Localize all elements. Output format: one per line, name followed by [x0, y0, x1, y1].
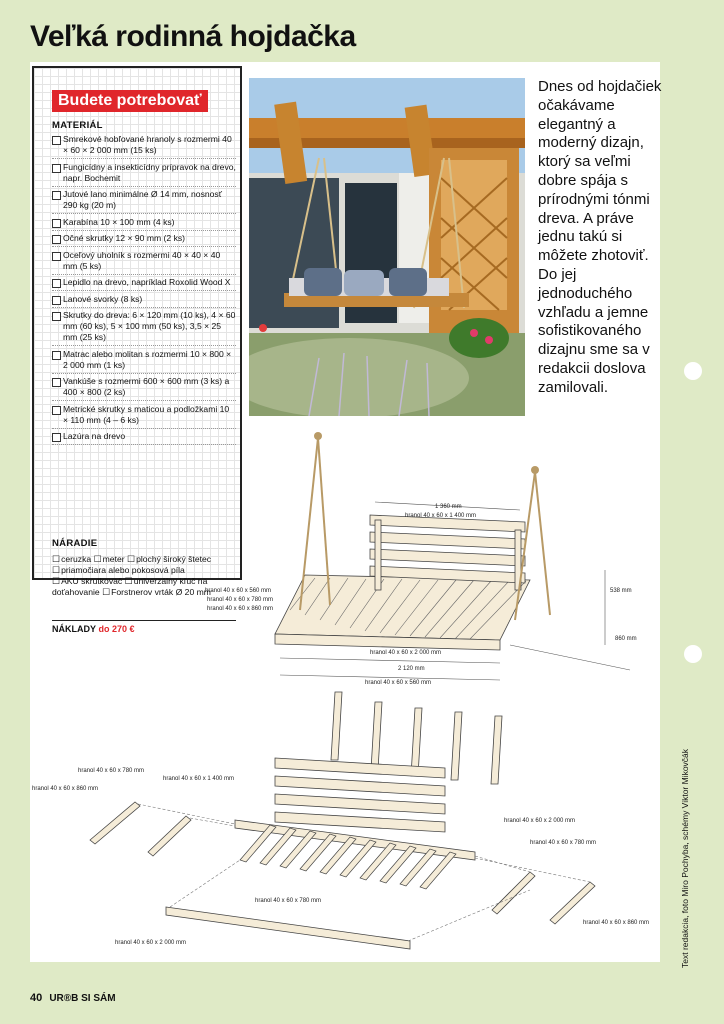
part-label: hranol 40 x 60 x 780 mm: [530, 840, 597, 846]
part-label: hranol 40 x 60 x 860 mm: [583, 920, 650, 926]
tool-item: ☐ meter: [94, 554, 125, 564]
part-label: hranol 40 x 60 x 1 400 mm: [163, 776, 235, 782]
magazine-brand: UR®B SI SÁM: [49, 993, 116, 1004]
tool-item: ☐ Forstnerov vrták Ø 20 mm: [102, 587, 211, 597]
tools-section-title: NÁRADIE: [52, 538, 98, 549]
page-number: 40: [30, 992, 43, 1004]
dim-label: 538 mm: [610, 588, 632, 594]
list-item: Lazúra na drevo: [52, 431, 236, 445]
tool-item: ☐ ceruzka: [52, 554, 91, 564]
dim-label: hranol 40 x 60 x 560 mm: [205, 588, 272, 594]
materials-list: [52, 134, 236, 448]
dim-label: hranol 40 x 60 x 1 400 mm: [405, 513, 477, 519]
page-title: Veľká rodinná hojdačka: [30, 20, 356, 53]
part-label: hranol 40 x 60 x 560 mm: [365, 680, 432, 686]
list-item: Očné skrutky 12 × 90 mm (2 ks): [52, 233, 236, 247]
list-item: Fungicídny a insekticídny prípravok na drevo, napr. Bochemit: [52, 162, 236, 187]
part-label: hranol 40 x 60 x 780 mm: [255, 898, 322, 904]
dim-label: hranol 40 x 60 x 780 mm: [207, 597, 274, 603]
intro-text: Dnes od hojdačiek očakávame elegantný a moderný dizajn, ktorý sa veľmi dobre spája s prírodnými tónmi dreva. A práve jednu takú si môžete zhotoviť. Do jej jednoduchého vzhľadu a jemne sofistikovaného dizajnu sme sa v redakcii doslova zamilovali.: [538, 78, 662, 396]
tool-item: ☐ univerzálny kľúč na doťahovanie: [52, 576, 207, 597]
list-item: Matrac alebo molitan s rozmermi 10 × 800 × 2 000 mm (1 ks): [52, 349, 236, 374]
list-item: Karabína 10 × 100 mm (4 ks): [52, 217, 236, 231]
dim-label: 1 360 mm: [435, 504, 462, 510]
photo-credit: Text redakcia, foto Miro Pochyba, schémy Viktor Mikovčák: [680, 748, 690, 968]
punch-hole: [684, 362, 702, 380]
dim-label: 2 120 mm: [398, 666, 425, 672]
list-item: Skrutky do dreva: 6 × 120 mm (10 ks), 4 × 60 mm (60 ks), 5 × 100 mm (50 ks), 3,5 × 25 mm (25 ks): [52, 310, 236, 346]
list-item: Vankúše s rozmermi 600 × 600 mm (3 ks) a 400 × 800 (2 ks): [52, 376, 236, 401]
list-item: Metrické skrutky s maticou a podložkami 10 × 110 mm (4 – 6 ks): [52, 404, 236, 429]
box-heading: Budete potrebovať: [52, 90, 208, 112]
list-item: Lepidlo na drevo, napríklad Roxolid Wood X: [52, 277, 236, 291]
tool-item: ☐ AKU skrutkovač: [52, 576, 122, 586]
dim-label: hranol 40 x 60 x 2 000 mm: [370, 650, 442, 656]
part-label: hranol 40 x 60 x 2 000 mm: [504, 818, 576, 824]
tool-item: ☐ plochý široký štetec: [127, 554, 211, 564]
list-item: Lanové svorky (8 ks): [52, 294, 236, 308]
list-item: Oceľový uholník s rozmermi 40 × 40 × 40 mm (5 ks): [52, 250, 236, 275]
punch-hole: [684, 645, 702, 663]
assembly-diagram: [30, 420, 670, 965]
list-item: Smrekové hobľované hranoly s rozmermi 40 × 60 × 2 000 mm (15 ks): [52, 134, 236, 159]
material-section-title: MATERIÁL: [52, 120, 103, 131]
part-label: hranol 40 x 60 x 2 000 mm: [115, 940, 187, 946]
part-label: hranol 40 x 60 x 780 mm: [78, 768, 145, 774]
swing-photo: [249, 78, 525, 416]
cost-value: do 270 €: [98, 624, 135, 634]
part-label: hranol 40 x 60 x 860 mm: [32, 786, 99, 792]
dim-label: 860 mm: [615, 636, 637, 642]
tool-item: ☐ priamočiara alebo pokosová píla: [52, 565, 185, 575]
cost-label: NÁKLADY: [52, 624, 96, 634]
page-footer: [30, 992, 116, 1004]
dim-label: hranol 40 x 60 x 860 mm: [207, 606, 274, 612]
list-item: Jutové lano minimálne Ø 14 mm, nosnosť 290 kg (20 m): [52, 189, 236, 214]
